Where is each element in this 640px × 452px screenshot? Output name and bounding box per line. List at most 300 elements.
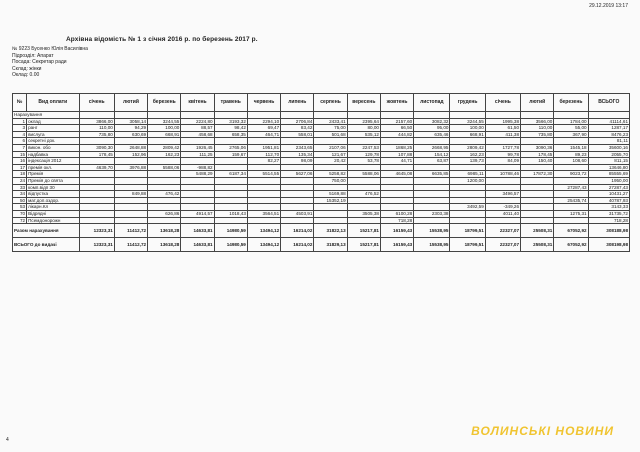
table-cell xyxy=(414,164,450,171)
table-cell: 16159,43 xyxy=(380,224,413,238)
table-cell: 14980,59 xyxy=(214,224,247,238)
table-cell: 2055,70 xyxy=(588,151,629,158)
table-cell: 2765,06 xyxy=(214,144,247,151)
column-header: липень xyxy=(281,94,314,112)
column-header: ВСЬОГО xyxy=(588,94,629,112)
table-cell: 112,70 xyxy=(247,151,280,158)
table-cell: 15217,81 xyxy=(347,224,380,238)
table-cell: 88,57 xyxy=(181,125,214,132)
table-cell xyxy=(521,210,554,217)
table-cell: 2224,80 xyxy=(181,118,214,125)
table-cell: 6635,85 xyxy=(414,171,450,178)
table-cell: 1868,25 xyxy=(380,144,413,151)
table-cell xyxy=(214,204,247,211)
table-cell: 5258,82 xyxy=(314,171,347,178)
table-cell: 121,67 xyxy=(314,151,347,158)
table-cell xyxy=(181,158,214,165)
table-cell xyxy=(314,138,347,145)
table-cell xyxy=(114,138,147,145)
table-cell xyxy=(114,112,147,119)
table-cell: 3496,57 xyxy=(485,191,520,198)
table-cell: 13494,12 xyxy=(247,238,280,252)
table-cell xyxy=(148,184,181,191)
table-cell: 22327,07 xyxy=(485,224,520,238)
table-cell: 31829,13 xyxy=(314,238,347,252)
table-cell: 558,01 xyxy=(281,131,314,138)
table-cell: оклад xyxy=(27,118,79,125)
table-cell: 4914,57 xyxy=(181,210,214,217)
table-cell: 84,09 xyxy=(485,158,520,165)
table-cell: комп.відп 30 xyxy=(27,184,79,191)
table-header-row xyxy=(13,94,630,112)
table-cell: відпустка xyxy=(27,191,79,198)
table-row xyxy=(13,158,630,165)
table-cell xyxy=(214,177,247,184)
table-cell xyxy=(347,204,380,211)
column-header: лютий xyxy=(114,94,147,112)
table-cell: 20,42 xyxy=(314,158,347,165)
table-cell xyxy=(314,210,347,217)
table-cell: 15217,81 xyxy=(347,238,380,252)
table-cell: 1545,18 xyxy=(554,144,588,151)
table-cell xyxy=(79,158,114,165)
table-cell xyxy=(314,217,347,224)
table-cell xyxy=(247,197,280,204)
table-cell xyxy=(554,138,588,145)
table-row xyxy=(13,118,630,125)
column-header: Вид оплати xyxy=(27,94,79,112)
column-header: жовтень xyxy=(380,94,413,112)
table-cell xyxy=(281,184,314,191)
table-cell: 718,28 xyxy=(588,217,629,224)
table-cell: 668,91 xyxy=(450,131,485,138)
total-accrued-row xyxy=(13,224,630,238)
table-cell: індексація 2012 xyxy=(27,158,79,165)
table-row xyxy=(13,171,630,178)
table-cell xyxy=(521,177,554,184)
table-row xyxy=(13,164,630,171)
table-cell: 3193,32 xyxy=(214,118,247,125)
table-cell xyxy=(414,197,450,204)
table-cell: 2395,64 xyxy=(347,118,380,125)
table-cell xyxy=(314,184,347,191)
table-cell xyxy=(181,197,214,204)
table-cell xyxy=(114,204,147,211)
table-cell: 5588,06 xyxy=(347,171,380,178)
table-cell xyxy=(554,204,588,211)
table-cell xyxy=(554,217,588,224)
table-cell: 162,23 xyxy=(148,151,181,158)
table-cell xyxy=(450,184,485,191)
table-cell: 3244,55 xyxy=(148,118,181,125)
table-cell xyxy=(485,184,520,191)
table-cell xyxy=(485,164,520,171)
table-row xyxy=(13,131,630,138)
table-cell xyxy=(79,217,114,224)
table-cell: 635,46 xyxy=(414,131,450,138)
table-cell: 18 xyxy=(13,171,27,178)
table-cell xyxy=(314,112,347,119)
table-cell: 1995,38 xyxy=(485,118,520,125)
table-cell: 4503,91 xyxy=(281,210,314,217)
table-cell: 668,91 xyxy=(148,131,181,138)
table-cell: 4 xyxy=(13,131,27,138)
table-cell: 1727,78 xyxy=(485,144,520,151)
table-cell xyxy=(247,204,280,211)
table-cell: 458,68 xyxy=(181,131,214,138)
table-cell: 811,15 xyxy=(588,158,629,165)
table-row xyxy=(13,191,630,198)
table-cell xyxy=(281,164,314,171)
table-cell xyxy=(314,204,347,211)
table-cell: премія окл. xyxy=(27,164,79,171)
table-cell: 31735,72 xyxy=(588,210,629,217)
table-cell xyxy=(148,177,181,184)
table-cell xyxy=(521,164,554,171)
table-cell: 2157,60 xyxy=(380,118,413,125)
table-cell: 100,00 xyxy=(148,125,181,132)
table-cell: 6187,34 xyxy=(214,171,247,178)
table-cell xyxy=(554,191,588,198)
table-cell: 3244,55 xyxy=(450,118,485,125)
table-cell: 72 xyxy=(13,217,27,224)
table-row xyxy=(13,210,630,217)
table-cell: викон. обо xyxy=(27,144,79,151)
table-cell xyxy=(79,191,114,198)
table-cell: 18799,51 xyxy=(450,224,485,238)
table-cell: Псемдонорожн xyxy=(27,217,79,224)
table-cell xyxy=(79,177,114,184)
table-cell: 9023,72 xyxy=(554,171,588,178)
table-cell: 411,38 xyxy=(485,131,520,138)
table-cell: 626,86 xyxy=(148,210,181,217)
table-cell xyxy=(114,177,147,184)
table-cell: 6 xyxy=(13,138,27,145)
table-cell: 53,78 xyxy=(347,158,380,165)
table-cell: 34 xyxy=(13,191,27,198)
table-cell xyxy=(347,138,380,145)
table-cell: 3058,14 xyxy=(114,118,147,125)
table-cell xyxy=(414,138,450,145)
table-cell: 367,90 xyxy=(554,131,588,138)
table-cell xyxy=(148,197,181,204)
table-cell: 41114,61 xyxy=(588,118,629,125)
table-cell: 25435,74 xyxy=(554,197,588,204)
employee-info xyxy=(12,46,88,79)
table-cell xyxy=(347,197,380,204)
table-cell: 108,60 xyxy=(554,158,588,165)
column-header: № xyxy=(13,94,27,112)
table-cell xyxy=(247,177,280,184)
table-cell xyxy=(485,138,520,145)
table-cell: 11412,72 xyxy=(114,224,147,238)
total-paid-row xyxy=(13,238,630,252)
table-cell: 82,27 xyxy=(247,158,280,165)
table-row xyxy=(13,144,630,151)
table-cell: 81,11 xyxy=(588,138,629,145)
table-cell xyxy=(181,191,214,198)
table-cell: 110,00 xyxy=(521,125,554,132)
table-cell xyxy=(79,197,114,204)
table-cell xyxy=(380,177,413,184)
table-cell: 16214,02 xyxy=(281,224,314,238)
table-cell: 3082,32 xyxy=(414,118,450,125)
table-cell: 27287,43 xyxy=(588,184,629,191)
table-cell: 735,80 xyxy=(79,131,114,138)
table-cell xyxy=(380,184,413,191)
table-cell xyxy=(148,158,181,165)
column-header: червень xyxy=(247,94,280,112)
table-cell xyxy=(521,217,554,224)
table-cell: 98,42 xyxy=(214,125,247,132)
table-cell xyxy=(79,184,114,191)
table-cell: 3505,38 xyxy=(347,210,380,217)
table-cell: 1018,43 xyxy=(214,210,247,217)
table-cell xyxy=(281,177,314,184)
table-cell: 2668,95 xyxy=(414,144,450,151)
document-title: Архівна відомість № 1 з січня 2016 р. по березень 2017 р. xyxy=(66,36,258,43)
table-cell xyxy=(79,112,114,119)
table-cell xyxy=(181,217,214,224)
table-cell: 658,35 xyxy=(214,131,247,138)
table-cell xyxy=(181,184,214,191)
table-cell: лікарн.Кл xyxy=(27,204,79,211)
table-cell xyxy=(521,191,554,198)
table-cell xyxy=(79,138,114,145)
column-header: січень xyxy=(485,94,520,112)
table-cell: 154,12 xyxy=(414,151,450,158)
table-cell xyxy=(281,204,314,211)
table-cell xyxy=(148,112,181,119)
table-cell: 15 xyxy=(13,151,27,158)
table-cell xyxy=(554,112,588,119)
employee-unit: Підрозділ: Апарат xyxy=(12,52,54,59)
table-cell: 2648,88 xyxy=(114,144,147,151)
column-header: березень xyxy=(148,94,181,112)
table-cell: 69,47 xyxy=(247,125,280,132)
table-cell: Нарахування xyxy=(13,112,80,119)
table-cell: 2706,84 xyxy=(281,118,314,125)
table-cell: 2294,10 xyxy=(247,118,280,125)
table-cell xyxy=(450,191,485,198)
table-cell xyxy=(148,217,181,224)
table-cell: 1784,00 xyxy=(554,118,588,125)
table-cell: 476,42 xyxy=(148,191,181,198)
table-cell xyxy=(314,164,347,171)
table-cell: 152,96 xyxy=(114,151,147,158)
table-cell xyxy=(281,217,314,224)
table-cell: 12323,31 xyxy=(79,224,114,238)
table-cell xyxy=(414,204,450,211)
table-cell xyxy=(450,138,485,145)
table-cell: 27287,43 xyxy=(554,184,588,191)
table-cell: 2303,38 xyxy=(414,210,450,217)
table-cell: Разом нарахування xyxy=(13,224,80,238)
table-cell: 16 xyxy=(13,158,27,165)
table-cell: 13646,80 xyxy=(588,164,629,171)
table-cell: 95,00 xyxy=(414,125,450,132)
table-cell xyxy=(214,197,247,204)
table-cell: 24 xyxy=(13,177,27,184)
table-cell: 4645,08 xyxy=(380,171,413,178)
table-cell: 14633,81 xyxy=(181,238,214,252)
table-cell: ранг xyxy=(27,125,79,132)
table-cell: Премія до свята xyxy=(27,177,79,184)
table-cell: 75,00 xyxy=(314,125,347,132)
table-cell: 1951,81 xyxy=(247,144,280,151)
table-cell: 735,80 xyxy=(521,131,554,138)
table-cell xyxy=(414,191,450,198)
column-header: серпень xyxy=(314,94,347,112)
table-cell: 6985,11 xyxy=(450,171,485,178)
table-cell xyxy=(281,138,314,145)
employee-position: Посада: Секретар ради xyxy=(12,59,67,65)
table-cell xyxy=(114,210,147,217)
table-cell: 16214,02 xyxy=(281,238,314,252)
table-cell xyxy=(148,171,181,178)
table-cell: 14633,81 xyxy=(181,224,214,238)
table-cell xyxy=(79,204,114,211)
table-cell: надбавка xyxy=(27,151,79,158)
table-cell: 53 xyxy=(13,204,27,211)
table-cell: 3566,00 xyxy=(521,118,554,125)
table-cell: 17 xyxy=(13,164,27,171)
table-cell xyxy=(181,112,214,119)
table-cell xyxy=(485,217,520,224)
table-cell: 110,00 xyxy=(79,125,114,132)
table-cell xyxy=(281,191,314,198)
table-cell: 14980,59 xyxy=(214,238,247,252)
table-cell: 89,23 xyxy=(554,151,588,158)
table-cell xyxy=(247,184,280,191)
table-cell: 40787,93 xyxy=(588,197,629,204)
table-cell: 7 xyxy=(13,144,27,151)
table-cell: 476,52 xyxy=(347,191,380,198)
table-cell: 444,82 xyxy=(380,131,413,138)
table-cell xyxy=(114,217,147,224)
table-cell xyxy=(521,197,554,204)
table-cell: 10431,27 xyxy=(588,191,629,198)
table-cell xyxy=(521,112,554,119)
column-header: лютий xyxy=(521,94,554,112)
table-row xyxy=(13,204,630,211)
table-cell: 67052,92 xyxy=(554,224,588,238)
table-cell xyxy=(247,191,280,198)
table-cell: 70 xyxy=(13,210,27,217)
table-cell: -349,26 xyxy=(485,204,520,211)
table-cell xyxy=(521,184,554,191)
table-cell: 15538,95 xyxy=(414,224,450,238)
table-cell: 3 xyxy=(13,125,27,132)
table-cell: 5514,55 xyxy=(247,171,280,178)
table-cell xyxy=(414,217,450,224)
table-cell xyxy=(247,217,280,224)
table-cell xyxy=(347,112,380,119)
table-cell: 849,88 xyxy=(114,191,147,198)
table-cell: 129,78 xyxy=(347,151,380,158)
table-cell: 13494,12 xyxy=(247,224,280,238)
table-cell xyxy=(380,138,413,145)
table-cell: 94,29 xyxy=(114,125,147,132)
table-cell: 17872,30 xyxy=(521,171,554,178)
table-cell xyxy=(79,171,114,178)
table-cell: 630,69 xyxy=(114,131,147,138)
table-cell: 750,00 xyxy=(314,177,347,184)
table-cell xyxy=(148,138,181,145)
table-cell: 464,71 xyxy=(247,131,280,138)
table-cell: 107,88 xyxy=(380,151,413,158)
table-cell: 50 xyxy=(13,197,27,204)
table-row xyxy=(13,184,630,191)
table-cell xyxy=(214,112,247,119)
table-cell: 55,00 xyxy=(554,125,588,132)
employee-salary: Оклад: 0.00 xyxy=(12,72,40,78)
table-cell: 12323,31 xyxy=(79,238,114,252)
table-cell: 35600,16 xyxy=(588,144,629,151)
table-cell xyxy=(214,191,247,198)
table-body xyxy=(13,112,630,252)
corner-mark: 4 xyxy=(6,437,9,443)
table-cell: 99,78 xyxy=(485,151,520,158)
table-cell xyxy=(214,164,247,171)
table-cell xyxy=(380,112,413,119)
table-cell: 2433,41 xyxy=(314,118,347,125)
table-cell: 61,50 xyxy=(485,125,520,132)
table-cell xyxy=(181,204,214,211)
table-cell: 5588,06 xyxy=(148,164,181,171)
table-cell xyxy=(181,138,214,145)
table-cell: 5488,29 xyxy=(181,171,214,178)
table-cell xyxy=(114,197,147,204)
column-header: вересень xyxy=(347,94,380,112)
table-cell xyxy=(554,177,588,184)
table-cell: 18799,51 xyxy=(450,238,485,252)
employee-name: № 9223 Бусенко Юлія Василівна xyxy=(12,46,88,52)
table-cell xyxy=(214,217,247,224)
table-cell: секретні док. xyxy=(27,138,79,145)
table-cell xyxy=(414,112,450,119)
table-cell: 3976,88 xyxy=(114,164,147,171)
table-cell: 111,25 xyxy=(181,151,214,158)
table-cell xyxy=(347,217,380,224)
table-cell xyxy=(380,204,413,211)
table-cell xyxy=(588,112,629,119)
table-cell xyxy=(380,191,413,198)
column-header: грудень xyxy=(450,94,485,112)
table-cell: 4639,70 xyxy=(79,164,114,171)
table-cell: 16159,43 xyxy=(380,238,413,252)
table-cell: 44,71 xyxy=(380,158,413,165)
table-cell: 85555,69 xyxy=(588,171,629,178)
table-cell: 13618,28 xyxy=(148,238,181,252)
table-cell: 1 xyxy=(13,118,27,125)
print-timestamp: 29.12.2019 13:17 xyxy=(589,3,628,9)
table-cell xyxy=(214,184,247,191)
table-cell: 178,45 xyxy=(521,151,554,158)
table-cell: ВСЬОГО до видачі xyxy=(13,238,80,252)
column-header: квітень xyxy=(181,94,214,112)
table-cell: 100,00 xyxy=(450,125,485,132)
table-cell xyxy=(148,204,181,211)
table-cell: 2107,06 xyxy=(314,144,347,151)
table-cell: 5169,88 xyxy=(314,191,347,198)
table-cell: 5627,06 xyxy=(281,171,314,178)
table-cell xyxy=(114,158,147,165)
table-cell: 1926,45 xyxy=(181,144,214,151)
table-cell: 3090,30 xyxy=(79,144,114,151)
table-cell xyxy=(450,210,485,217)
table-cell: 25508,31 xyxy=(521,238,554,252)
